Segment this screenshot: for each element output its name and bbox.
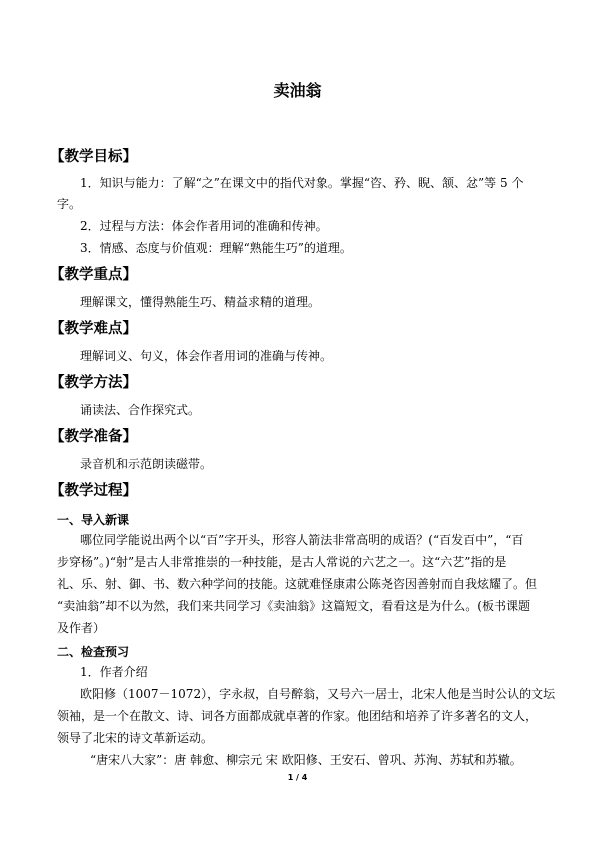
intro-line-3: 礼、乐、射、御、书、数六种学问的技能。这就难怪康肃公陈尧咨因善射而自我炫耀了。但 bbox=[57, 577, 538, 591]
eight-masters-line: “唐宋八大家”：唐 韩愈、柳宗元 宋 欧阳修、王安石、曾巩、苏洵、苏轼和苏辙。 bbox=[90, 753, 522, 767]
difficulties-text: 理解词义、句义，体会作者用词的准确与传神。 bbox=[80, 349, 333, 363]
subheading-intro: 一、导入新课 bbox=[57, 513, 130, 527]
preparation-text: 录音机和示范朗读磁带。 bbox=[80, 457, 213, 471]
section-heading-difficulties: 【教学难点】 bbox=[50, 321, 137, 337]
intro-line-5: 及作者） bbox=[57, 621, 106, 635]
method-text: 诵读法、合作探究式。 bbox=[80, 403, 201, 417]
key-points-text: 理解课文，懂得熟能生巧、精益求精的道理。 bbox=[80, 295, 321, 309]
page-title: 卖油翁 bbox=[273, 81, 322, 100]
section-heading-method: 【教学方法】 bbox=[50, 375, 137, 391]
goal-line-2: 2．过程与方法：体会作者用词的准确和传神。 bbox=[80, 219, 328, 233]
author-line-1: 欧阳修（1007－1072），字永叔，自号醉翁，又号六一居士，北宋人他是当时公认的文坛 bbox=[80, 687, 556, 701]
section-heading-preparation: 【教学准备】 bbox=[50, 429, 137, 445]
goal-line-1-cont: 字。 bbox=[57, 197, 82, 211]
subheading-preview: 二、检查预习 bbox=[57, 645, 130, 659]
section-heading-goals: 【教学目标】 bbox=[50, 149, 137, 165]
goal-line-1: 1．知识与能力：了解“之”在课文中的指代对象。掌握“咨、矜、睨、颔、忿”等 5 个 bbox=[80, 176, 524, 190]
intro-line-4: “卖油翁”却不以为然，我们来共同学习《卖油翁》这篇短文，看看这是为什么。(板书课题 bbox=[57, 599, 530, 613]
author-line-3: 领导了北宋的诗文革新运动。 bbox=[57, 731, 214, 745]
section-heading-process: 【教学过程】 bbox=[50, 483, 137, 499]
author-line-2: 领袖，是一个在散文、诗、词各方面都成就卓著的作家。他团结和培养了许多著名的文人， bbox=[57, 709, 538, 723]
page-number: 1 / 4 bbox=[287, 773, 308, 782]
section-heading-key-points: 【教学重点】 bbox=[50, 267, 137, 283]
goal-line-3: 3．情感、态度与价值观：理解“熟能生巧”的道理。 bbox=[80, 241, 352, 255]
intro-line-1: 哪位同学能说出两个以“百”字开头，形容人箭法非常高明的成语？(“百发百中”，“百 bbox=[80, 533, 524, 547]
author-label: 1．作者介绍 bbox=[80, 665, 148, 679]
intro-line-2: 步穿杨”。)“射”是古人非常推崇的一种技能，是古人常说的六艺之一。这“六艺”指的是 bbox=[57, 555, 507, 569]
